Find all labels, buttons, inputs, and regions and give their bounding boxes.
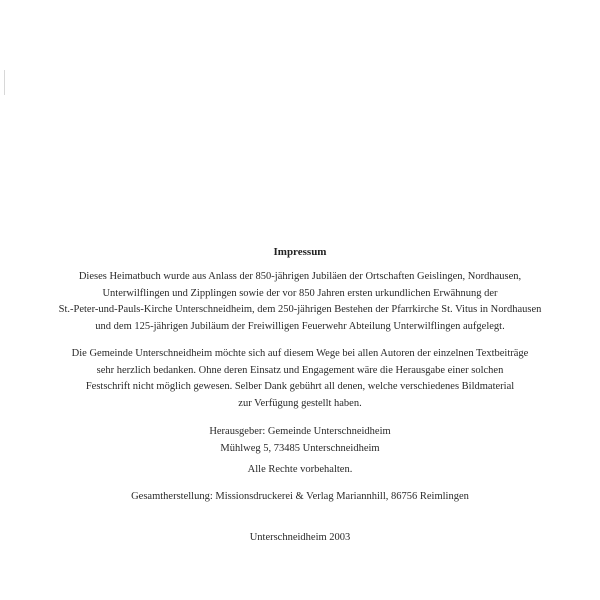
paragraph-line: Festschrift nicht möglich gewesen. Selber Dank gebührt all denen, welche verschiedenes Bildmaterial	[85, 381, 515, 392]
paragraph-line: sehr herzlich bedanken. Ohne deren Einsatz und Engagement wäre die Herausgabe einer solchen	[96, 364, 504, 376]
paragraph-occasion	[0, 269, 600, 335]
rights-notice	[0, 462, 600, 479]
paragraph-line: und dem 125-jährigen Jubiläum der Freiwilligen Feuerwehr Abteilung Unterwilflingen aufgelegt.	[95, 320, 505, 332]
paragraph-line: Unterwilflingen und Zipplingen sowie der vor 850 Jahren ersten urkundlichen Erwähnung der	[102, 287, 498, 299]
paragraph-line: Die Gemeinde Unterschneidheim möchte sich auf diesem Wege bei allen Autoren der einzelnen Textbeiträge	[71, 348, 529, 359]
rights-text: Alle Rechte vorbehalten.	[247, 464, 353, 475]
paragraph-line: zur Verfügung gestellt haben.	[238, 397, 362, 409]
place-year-text: Unterschneidheim 2003	[249, 532, 351, 543]
page-title: Impressum	[273, 246, 327, 258]
publisher-name: Herausgeber: Gemeinde Unterschneidheim	[209, 426, 391, 437]
production-credit	[0, 489, 600, 506]
paragraph-thanks	[0, 346, 600, 412]
paragraph-line: St.-Peter-und-Pauls-Kirche Unterschneidheim, dem 250-jährigen Bestehen der Pfarrkirche St. Vitus in Nordhausen	[58, 304, 542, 315]
scan-edge-mark	[4, 70, 5, 95]
production-text: Gesamtherstellung: Missionsdruckerei & Verlag Mariannhill, 86756 Reimlingen	[131, 491, 469, 502]
place-and-year	[0, 530, 600, 547]
paragraph-line: Dieses Heimatbuch wurde aus Anlass der 850-jährigen Jubiläen der Ortschaften Geislingen, Nordhausen,	[78, 271, 522, 282]
publisher-address: Mühlweg 5, 73485 Unterschneidheim	[220, 442, 380, 454]
publisher-block	[0, 424, 600, 457]
